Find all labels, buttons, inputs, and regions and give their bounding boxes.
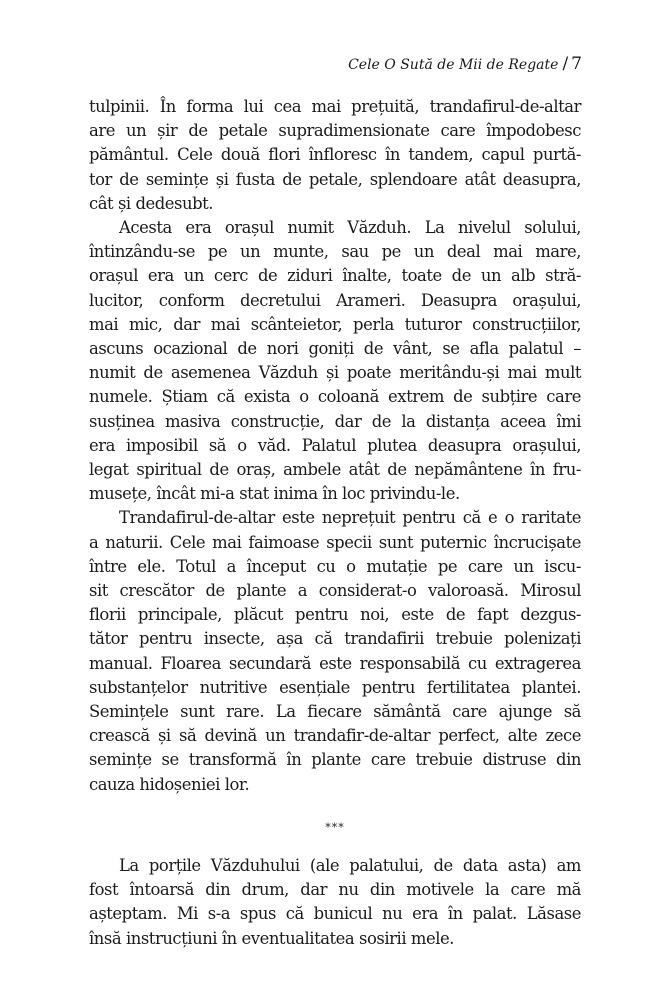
text-line: pământul. Cele două flori înfloresc în tandem, capul purtă- [89,145,581,165]
text-line: orașul era un cerc de ziduri înalte, toate de un alb stră- [89,266,581,286]
paragraph-1 [89,95,581,216]
text-line: numit de asemenea Văzduh și poate meritându-și mai mult [89,363,581,383]
text-line: Trandafirul-de-altar este neprețuit pentru că e o raritate [119,508,581,528]
text-line: sit crescător de plante a considerat-o valoroasă. Mirosul [89,581,581,601]
paragraph-2 [89,216,581,506]
page-body [89,95,581,951]
paragraph-4 [89,854,581,951]
text-line: substanțelor nutritive esențiale pentru fertilitatea plantei. [89,677,581,697]
book-title: Cele O Sută de Mii de Regate [348,57,559,73]
text-line: crească și să devină un trandafir-de-altar perfect, alte zece [89,726,581,746]
header-separator: / [562,54,569,74]
paragraph-3 [89,506,581,796]
page-number: 7 [571,54,582,74]
running-head [348,54,582,74]
text-line: între ele. Totul a început cu o mutație pe care un iscu- [89,556,581,576]
text-line: manual. Floarea secundară este responsabilă cu extragerea [89,653,581,673]
text-line: semințe se transformă în plante care trebuie distruse din [89,750,581,770]
text-line: La porțile Văzduhului (ale palatului, de data asta) am [119,855,581,875]
text-line: cât și dedesubt. [89,193,214,213]
text-line: florii principale, plăcut pentru noi, este de fapt dezgus- [89,605,581,625]
text-line: are un șir de petale supradimensionate care împodobesc [89,121,581,141]
scene-break: *** [325,820,345,834]
text-line: legat spiritual de oraș, ambele atât de nepământene în fru- [89,460,581,480]
text-line: fost întoarsă din drum, dar nu din motivele la care mă [89,880,581,900]
text-line: Semințele sunt rare. La fiecare sământă care ajunge să [89,702,581,722]
text-line: tor de semințe și fusta de petale, splendoare atât deasupra, [89,169,581,189]
text-line: a naturii. Cele mai faimoase specii sunt puternic încrucișate [89,532,581,552]
text-line: susținea masiva construcție, dar de la distanța aceea îmi [89,411,581,431]
text-line: tulpinii. În forma lui cea mai prețuită, trandafirul-de-altar [89,97,581,116]
text-line: așteptam. Mi s-a spus că bunicul nu era în palat. Lăsase [89,904,581,924]
text-line: însă instrucțiuni în eventualitatea sosirii mele. [89,928,455,948]
text-line: cauza hidoșeniei lor. [89,774,250,794]
text-line: musețe, încât mi-a stat inima în loc privindu-le. [89,484,460,504]
text-line: lucitor, conform decretului Arameri. Deasupra orașului, [89,290,581,310]
text-line: mai mic, dar mai scânteietor, perla tuturor construcțiilor, [89,314,581,334]
text-line: Acesta era orașul numit Văzduh. La nivelul solului, [119,218,581,238]
text-line: întinzându-se pe un munte, sau pe un deal mai mare, [89,242,581,262]
text-line: tător pentru insecte, așa că trandafirii trebuie polenizați [89,629,581,649]
text-line: numele. Știam că exista o coloană extrem de subțire care [89,387,581,407]
text-line: ascuns ocazional de nori goniți de vânt, se afla palatul – [89,339,581,359]
text-line: era imposibil să o văd. Palatul plutea deasupra orașului, [89,435,581,455]
